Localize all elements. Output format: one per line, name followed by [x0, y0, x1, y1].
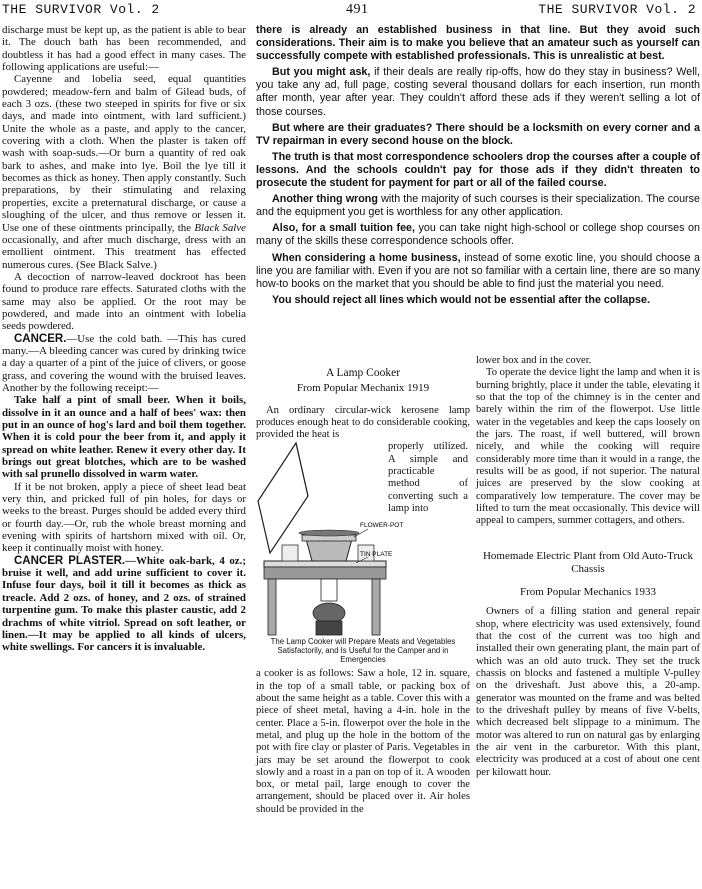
figure-row: [256, 441, 470, 635]
paragraph: lower box and in the cover.: [476, 355, 592, 366]
italic-term: Black Salve: [194, 221, 246, 234]
right-column: [476, 355, 700, 888]
left-column: [2, 24, 246, 888]
paragraph: there is already an established business in that line. But they avoid such considerations. Their aim is to make you believe that an amateur such as yourself can successfully compete with established professionals. This is unrealistic at best.: [256, 24, 700, 63]
paragraph: If it be not broken, apply a piece of sheet lead beat very thin, and pricked full of pin holes, for days or weeks to the breast. Purges should be added every third or fourth day.—Or, rub the whole breast morning and evening with spirits of hartshorn mixed with oil. Or, keep it continually moist with honey.: [2, 480, 246, 555]
paragraph: But where are their graduates? There should be a locksmith on every corner and a TV repairman in every second house on the block.: [256, 121, 700, 147]
tin-plate-label: TIN PLATE: [360, 551, 393, 559]
paragraph: You should reject all lines which would not be essential after the collapse.: [272, 293, 650, 306]
paragraph: An ordinary circular-wick kerosene lamp produces enough heat to do considerable cooking, provided the heat is: [256, 404, 470, 441]
cancer-heading: CANCER.: [14, 332, 67, 345]
paragraph: properly utilized. A simple and practicable method of converting such a lamp into: [388, 441, 468, 514]
paragraph: a cooker is as follows: Saw a hole, 12 in. square, in the top of a small table, or packing box of about the same height as a table. Cover this with a piece of sheet metal, having a 4-in. hole in the center. Place a 5-in. flowerpot over the hole in the metal, and plug up the hole in the bottom of the pot with fire clay or plaster of Paris. Vegetables in jars may be set around the flowerpot to cook slowly and a roast in a pan on top of it. A wooden box, or metal pail, large enough to cover the arrangement, should be placed over it. Air holes should be provided in the: [256, 668, 470, 815]
article-source: From Popular Mechanix 1919: [296, 382, 430, 395]
paragraph: CANCER.—Use the cold bath. —This has cured many.—A bleeding cancer was cured by drinking twice a day a quarter of a pint of the juice of clivers, or goose grass, and covering the wound with the bruised leaves. Another by the following receipt:—: [2, 332, 246, 394]
paragraph: When considering a home business, instead of some exotic line, you should choose a line you are familiar with. Even if you are not so familiar with a certain line, there are so many how-to books on the market that you should be able to find just the material you need.: [256, 251, 700, 290]
paragraph: discharge must be kept up, as the patient is able to bear it. The douch bath has been recommended, and doubtless it has had a good effect in many cases. The following applications are useful:—: [2, 24, 246, 74]
article-source: From Popular Mechanics 1933: [520, 585, 656, 598]
paragraph: Another thing wrong with the majority of such courses is their specialization. The course and the equipment you get is worthless for any other application.: [256, 193, 700, 219]
paragraph: The truth is that most correspondence schoolers drop the courses after a couple of lessons. And the schools couldn't pay for those ads if they didn't threaten to prosecute the student for payment for part or all of the failed course.: [256, 150, 700, 190]
cancer-plaster-heading: CANCER PLASTER.: [14, 554, 126, 567]
paragraph: Owners of a filling station and general repair shop, where electricity was used extensively, found that the cost of the current was too high and installed their own generating plant, the main part of which was an old auto truck. They set the truck chassis on blocks and fastened a multiple V-pulley on the driveshaft. Just above this, a 20-amp. generator was mounted on the frame and was belted to the driveshaft pulley by means of five V-belts, which decreased belt slippage to a minimum. The motor was altered to run on natural gas by enlarging the air vent in the carburetor. With this plant, electricity was produced at a cost of about one cent per kilowatt hour.: [476, 606, 700, 778]
paragraph: Cayenne and lobelia seed, equal quantities powdered; meadow-fern and balm of Gilead buds, of each 3 ozs. (these two steeped in spirits for five or six days, and made into ointment, with lard sufficient.) Unite the whole as a paste, and apply to the cancer, covering with a cloth. When the plaster is taken off wash with soap-suds.—Or burn a quantity of red oak bark to ashes, and make into lye. Boil the lye till it becomes as thick as honey. Then apply constantly. Such preparations, by their stimulating and relaxing properties, excite a preternatural discharge, or cause a sloughing of the ulcer, and thus remove or lessen it. Use one of these ointments principally, the Black Salve occasionally, and after much discharge, dress with an emollient ointment. This treatment has effected numerous cures. (See Black Salve.): [2, 73, 246, 271]
paragraph: Also, for a small tuition fee, you can take night high-school or college shop courses on many of the skills these correspondence schools offer.: [256, 222, 700, 248]
article-title: A Lamp Cooker: [325, 367, 401, 379]
flower-pot-label: FLOWER-POT: [360, 522, 404, 530]
figure-caption: The Lamp Cooker will Prepare Meats and Vegetables Satisfactorily, and Is Useful for the Camper and in Emergencies: [270, 637, 456, 665]
paragraph: Take half a pint of small beer. When it boils, dissolve in it an ounce and a half of bees' wax: then put in an ounce of hog's lard and boil them together. When it is cold pour the beer from it, and apply it spread on white leather. Renew it every other day. It brings out great blotches, which are to be washed with sal prunello dissolved in warm water.: [2, 394, 246, 481]
paragraph: But you might ask, if their deals are really rip-offs, how do they stay in business? Well, you take any ad, full page, costing several thousand dollars for each insertion, run month after month, year after year. They couldn't afford these ads if they weren't selling a lot of those courses.: [256, 66, 700, 118]
lamp-cooker-illustration: [256, 441, 404, 635]
paragraph: CANCER PLASTER.—White oak-bark, 4 oz.; bruise it well, and add urine sufficient to cover it. Infuse four days, boil it till it becomes as thick as treacle. Add 2 ozs. of honey, and 2 ozs. of strained turpentine gum. To make this plaster caustic, add 2 drachms of white vitriol. Spread on soft leather, or linen.—It may be applied to all kinds of ulcers, white swellings. For cancers it is invaluable.: [2, 554, 246, 654]
running-header-left: THE SURVIVOR Vol. 2: [2, 2, 160, 17]
paragraph: To operate the device light the lamp and when it is burning brightly, place it under the table, elevating it so that the top of the chimney is in the center and barely within the rim of the flowerpot. Use little water in the vegetables and keep the caps loosely on the jars. The roast, if well buttered, will brown nicely, and while the cooking will require considerably more time than it would in a range, the results will be as good, if not superior. The natural juices are preserved by the slow cooking at comparatively low temperature. The cover may be lifted to turn the meat occasionally. This device will appeal to campers, summer cottagers, and others.: [476, 367, 701, 527]
running-header-right: THE SURVIVOR Vol. 2: [538, 2, 696, 17]
article-title: Homemade Electric Plant from Old Auto-Truck Chassis: [482, 549, 694, 575]
right-top-text: [256, 24, 700, 346]
lamp-cooker-article: [256, 355, 470, 888]
page-number: 491: [346, 2, 369, 17]
paragraph: A decoction of narrow-leaved dockroot has been found to produce rare effects. Saturated cloths with the same may also be applied. Or the root may be powdered, and made into an ointment with lobelia seeds powdered.: [2, 270, 246, 333]
